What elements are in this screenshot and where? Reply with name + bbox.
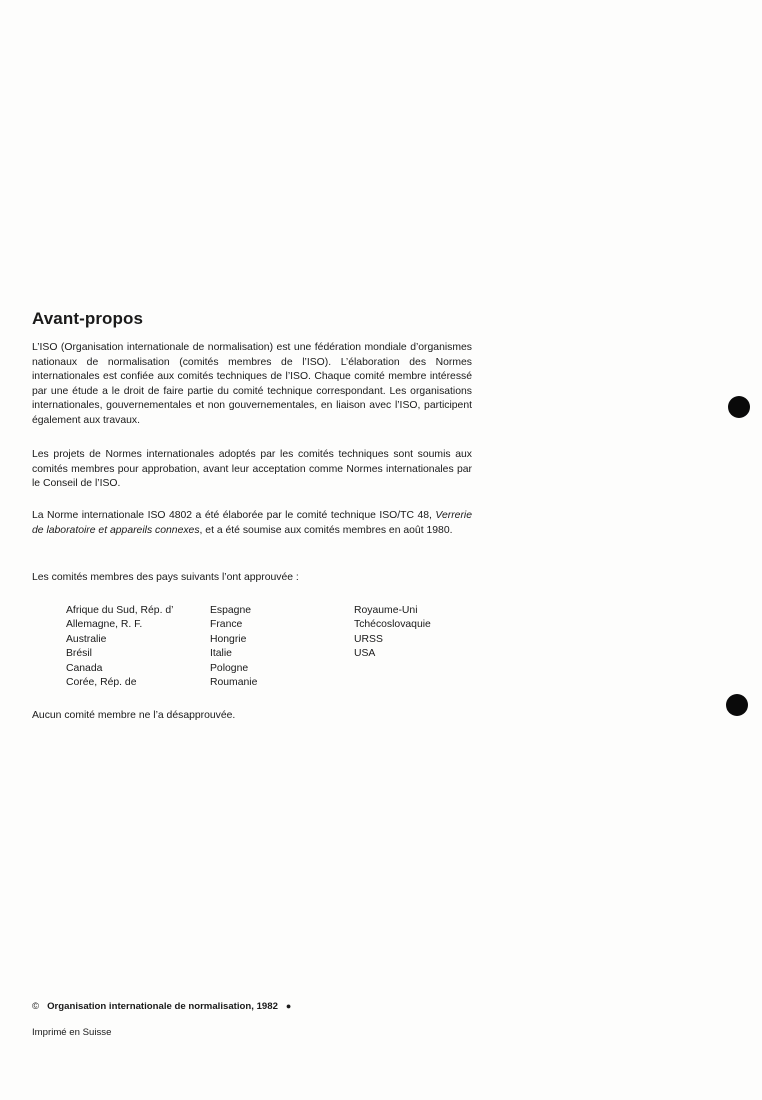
country-item: Roumanie: [210, 676, 258, 688]
page-title: Avant-propos: [32, 309, 144, 328]
country-item: France: [210, 619, 243, 631]
disapproval-paragraph: Aucun comité membre ne l’a désapprouvée.: [32, 710, 236, 721]
country-column-2: [210, 604, 257, 690]
binder-hole-mark: [728, 396, 750, 418]
country-column-3: [354, 604, 431, 662]
standard-text-start: La Norme internationale ISO 4802 a été élaborée par le comité technique ISO/TC 48,: [32, 510, 436, 521]
bullet-icon: ●: [285, 1001, 292, 1011]
country-item: Hongrie: [210, 633, 247, 645]
standard-text-end: , et a été soumise aux comités membres en août 1980.: [199, 524, 453, 536]
drafts-paragraph: Les projets de Normes internationales adoptés par les comités techniques sont soumis aux comités membres pour approbation, avant leur acceptation comme Normes internationales par le Conseil de l’ISO.: [32, 449, 472, 490]
country-item: Australie: [66, 633, 107, 645]
printed-in: Imprimé en Suisse: [32, 1027, 112, 1038]
country-item: Pologne: [210, 662, 249, 674]
country-item: USA: [354, 648, 376, 660]
country-item: Canada: [66, 662, 103, 674]
binder-hole-mark: [726, 694, 748, 716]
standard-paragraph: [32, 509, 472, 538]
copyright-icon: ©: [32, 1001, 40, 1012]
country-item: Italie: [210, 648, 232, 660]
country-item: Allemagne, R. F.: [66, 619, 143, 631]
country-item: Afrique du Sud, Rép. d’: [66, 605, 174, 616]
country-item: Tchécoslovaquie: [354, 619, 431, 631]
country-item: Corée, Rép. de: [66, 676, 137, 688]
country-item: Royaume-Uni: [354, 605, 418, 616]
copyright-line: [32, 1001, 291, 1012]
approval-intro: Les comités membres des pays suivants l’ont approuvée :: [32, 572, 299, 583]
country-column-1: [66, 604, 173, 690]
intro-paragraph: L’ISO (Organisation internationale de normalisation) est une fédération mondiale d’organismes nationaux de normalisation (comités membres de l’ISO). L’élaboration des Normes internationales est confiée aux comités techniques de l’ISO. Chaque comité membre intéressé par une étude a le droit de faire partie du comité technique correspondant. Les organisations internationales, gouvernementales et non gouvernementales, en liaison avec l’ISO, participent également aux travaux.: [32, 342, 472, 426]
committee-title: Verrerie de laboratoire et appareils connexes: [32, 510, 472, 536]
copyright-text: Organisation internationale de normalisation, 1982: [47, 1001, 278, 1012]
country-item: Espagne: [210, 605, 252, 616]
country-item: URSS: [354, 633, 383, 645]
country-item: Brésil: [66, 648, 92, 660]
